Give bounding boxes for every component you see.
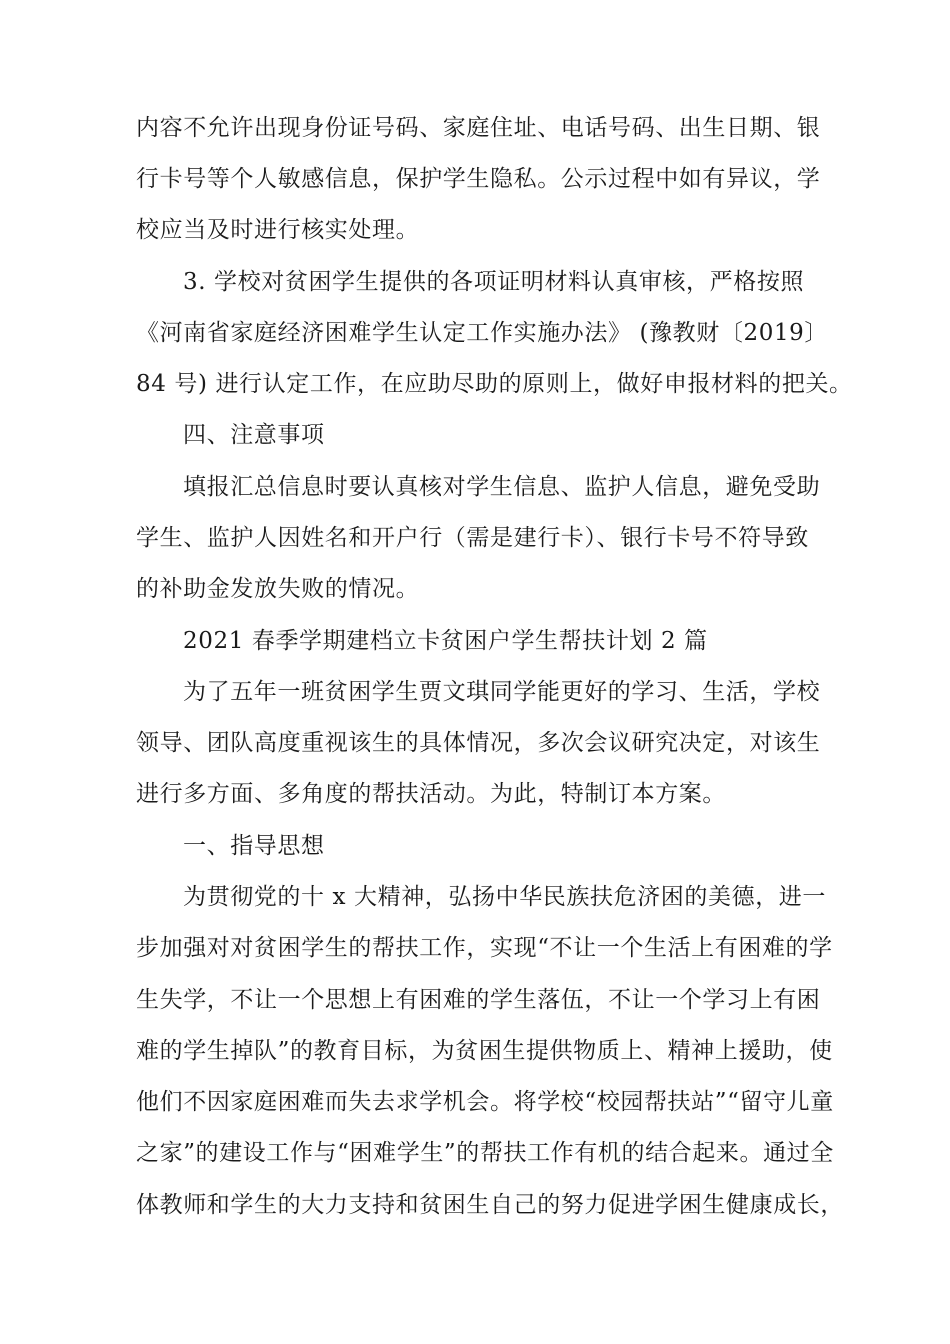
text-line: 进行多方面、多角度的帮扶活动。为此，特制订本方案。 bbox=[136, 781, 726, 807]
text-line: 生失学，不让一个思想上有困难的学生落伍，不让一个学习上有困 bbox=[136, 987, 821, 1013]
text-line: 难的学生掉队”的教育目标，为贫困生提供物质上、精神上援助，使 bbox=[136, 1038, 833, 1064]
text-line: 步加强对对贫困学生的帮扶工作，实现“不让一个生活上有困难的学 bbox=[136, 935, 833, 961]
text-line: 84 号) 进行认定工作，在应助尽助的原则上，做好申报材料的把关。 bbox=[136, 371, 853, 397]
text-line: 领导、团队高度重视该生的具体情况，多次会议研究决定，对该生 bbox=[136, 730, 821, 756]
text-line: 之家”的建设工作与“困难学生”的帮扶工作有机的结合起来。通过全 bbox=[136, 1140, 834, 1166]
section-heading: 四、注意事项 bbox=[183, 422, 325, 448]
section-heading: 一、指导思想 bbox=[183, 833, 325, 859]
text-line: 他们不因家庭困难而失去求学机会。将学校“校园帮扶站”“留守儿童 bbox=[136, 1089, 834, 1115]
text-line: 学生、监护人因姓名和开户行（需是建行卡）、银行卡号不符导致 bbox=[136, 525, 809, 551]
text-line: 为贯彻党的十 x 大精神，弘扬中华民族扶危济困的美德，进一 bbox=[183, 884, 826, 910]
text-line: 校应当及时进行核实处理。 bbox=[136, 217, 420, 243]
text-line: 体教师和学生的大力支持和贫困生自己的努力促进学困生健康成长， bbox=[136, 1192, 844, 1218]
text-line: 行卡号等个人敏感信息，保护学生隐私。公示过程中如有异议，学 bbox=[136, 166, 821, 192]
document-subtitle: 2021 春季学期建档立卡贫困户学生帮扶计划 2 篇 bbox=[183, 628, 708, 654]
text-line: 为了五年一班贫困学生贾文琪同学能更好的学习、生活，学校 bbox=[183, 679, 821, 705]
text-line: 《河南省家庭经济困难学生认定工作实施办法》 (豫教财〔2019〕 bbox=[136, 320, 829, 346]
text-line: 内容不允许出现身份证号码、家庭住址、电话号码、出生日期、银 bbox=[136, 115, 821, 141]
text-line: 填报汇总信息时要认真核对学生信息、监护人信息，避免受助 bbox=[183, 474, 821, 500]
text-line: 3. 学校对贫困学生提供的各项证明材料认真审核，严格按照 bbox=[183, 269, 805, 295]
text-line: 的补助金发放失败的情况。 bbox=[136, 576, 420, 602]
